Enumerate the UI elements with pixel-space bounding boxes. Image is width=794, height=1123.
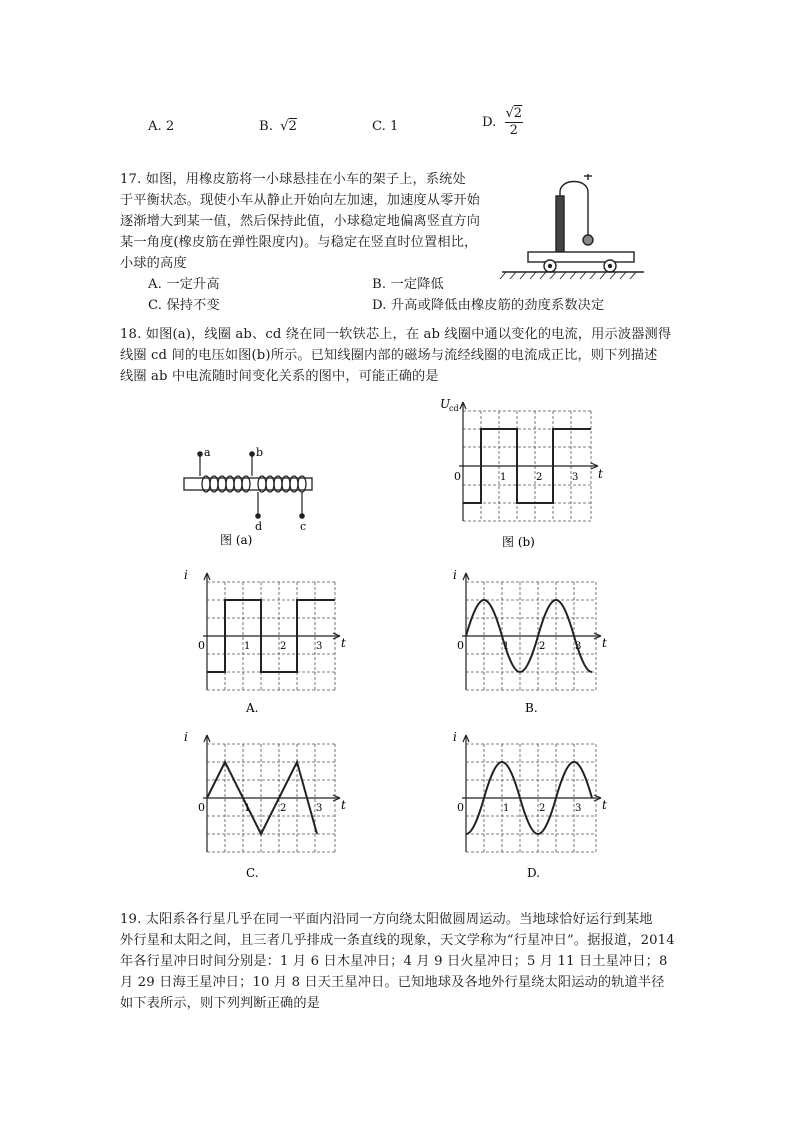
terminal-c xyxy=(300,514,304,518)
svg-text:3: 3 xyxy=(575,803,582,814)
q17-option-a: A. 一定升高 xyxy=(148,277,220,292)
sqrt-radicand: 2 xyxy=(288,119,297,134)
label-d: d xyxy=(255,520,263,533)
svg-text:2: 2 xyxy=(280,641,287,652)
q17-line-5: 小球的高度 xyxy=(120,256,187,271)
svg-text:2: 2 xyxy=(539,803,546,814)
caption-a: 图 (a) xyxy=(220,533,253,547)
q18-line-1: 18. 如图(a)，线圈 ab、cd 绕在同一软铁芯上，在 ab 线圈中通以变化的电流，用示波器测得 xyxy=(120,327,672,342)
sqrt-symbol: √2 xyxy=(280,119,297,134)
tick-1: 1 xyxy=(500,472,507,483)
q17-option-c: C. 保持不变 xyxy=(148,298,220,313)
q17-option-d: D. 升高或降低由橡皮筋的劲度系数决定 xyxy=(372,298,605,313)
q17-line-1: 17. 如图，用橡皮筋将一小球悬挂在小车的架子上，系统处 xyxy=(120,172,466,187)
svg-text:t: t xyxy=(602,798,607,812)
ylabel-U: U xyxy=(440,397,451,411)
terminal-b xyxy=(250,452,254,456)
q19-line-3: 年各行星冲日时间分别是：1 月 6 日木星冲日；4 月 9 日火星冲日；5 月 11 日土星冲日；8 xyxy=(120,954,668,969)
graph-B xyxy=(441,565,611,720)
q16-option-d-fraction xyxy=(505,106,524,139)
svg-text:3: 3 xyxy=(575,641,582,652)
q16-option-d xyxy=(482,106,523,139)
caption-b: 图 (b) xyxy=(502,535,535,549)
q17-line-3: 逐渐增大到某一值，然后保持此值，小球稳定地偏离竖直方向 xyxy=(120,214,481,229)
svg-text:1: 1 xyxy=(503,641,510,652)
ball xyxy=(583,235,593,245)
q17-option-b: B. 一定降低 xyxy=(372,277,444,292)
q19-line-1: 19. 太阳系各行星几乎在同一平面内沿同一方向绕太阳做圆周运动。当地球恰好运行到某地 xyxy=(120,912,653,927)
q16-option-c: C. 1 xyxy=(372,119,399,134)
q19-line-4: 月 29 日海王星冲日；10 月 8 日天王星冲日。已知地球及各地外行星绕太阳运动的轨道半径 xyxy=(120,975,665,990)
graph-D xyxy=(441,727,611,882)
q16-option-a: A. 2 xyxy=(148,119,175,134)
ylabel-sub: cd xyxy=(449,404,459,413)
tick-3: 3 xyxy=(572,472,579,483)
svg-text:i: i xyxy=(453,730,457,744)
choice-A-label: A. xyxy=(246,701,259,715)
svg-text:1: 1 xyxy=(244,641,251,652)
q18-line-3: 线圈 ab 中电流随时间变化关系的图中，可能正确的是 xyxy=(120,369,439,384)
origin-label: 0 xyxy=(454,470,461,483)
label-c: c xyxy=(300,520,307,533)
fraction-numerator: √2 xyxy=(505,106,523,121)
cart-post xyxy=(556,196,564,252)
svg-text:t: t xyxy=(341,636,346,650)
q19-line-2: 外行星和太阳之间，且三者几乎排成一条直线的现象，天文学称为“行星冲日”。据报道，2014 xyxy=(120,933,675,948)
xlabel-t: t xyxy=(598,467,603,481)
svg-text:t: t xyxy=(341,798,346,812)
q17-line-2: 于平衡状态。现使小车从静止开始向左加速，加速度从零开始 xyxy=(120,193,481,208)
q18-line-2: 线圈 cd 间的电压如图(b)所示。已知线圈内部的磁场与流经线圈的电流成正比，则下列描述 xyxy=(120,348,658,363)
q16-option-b xyxy=(259,119,297,134)
ylabel-i: i xyxy=(184,568,188,582)
terminal-a xyxy=(198,452,202,456)
svg-text:0: 0 xyxy=(457,639,464,652)
graph-C xyxy=(180,727,350,882)
svg-text:0: 0 xyxy=(198,639,205,652)
choice-C-label: C. xyxy=(246,866,259,880)
svg-text:1: 1 xyxy=(244,803,251,814)
svg-text:i: i xyxy=(184,730,188,744)
q16-option-d-label: D. xyxy=(482,115,497,130)
svg-text:2: 2 xyxy=(539,641,546,652)
fraction-denominator: 2 xyxy=(509,123,518,138)
q17-cart-figure xyxy=(498,172,648,282)
svg-text:i: i xyxy=(453,568,457,582)
terminal-d xyxy=(256,514,260,518)
graph-A xyxy=(180,565,350,720)
q17-line-4: 某一角度(橡皮筋在弹性限度内)。与稳定在竖直时位置相比， xyxy=(120,235,478,250)
label-a: a xyxy=(204,446,211,459)
choice-B-label: B. xyxy=(525,701,538,715)
q18-figure-b xyxy=(436,394,606,554)
q19-line-5: 如下表所示，则下列判断正确的是 xyxy=(120,996,321,1011)
svg-text:t: t xyxy=(602,636,607,650)
cart-body xyxy=(528,252,634,262)
svg-text:2: 2 xyxy=(280,803,287,814)
q18-figure-a xyxy=(176,440,326,555)
choice-D-label: D. xyxy=(527,866,541,880)
svg-text:3: 3 xyxy=(316,803,323,814)
svg-text:0: 0 xyxy=(457,801,464,814)
q16-option-b-label: B. xyxy=(259,119,273,134)
svg-text:3: 3 xyxy=(316,641,323,652)
svg-text:1: 1 xyxy=(503,803,510,814)
tick-2: 2 xyxy=(536,472,543,483)
label-b: b xyxy=(256,446,264,459)
svg-text:0: 0 xyxy=(198,801,205,814)
